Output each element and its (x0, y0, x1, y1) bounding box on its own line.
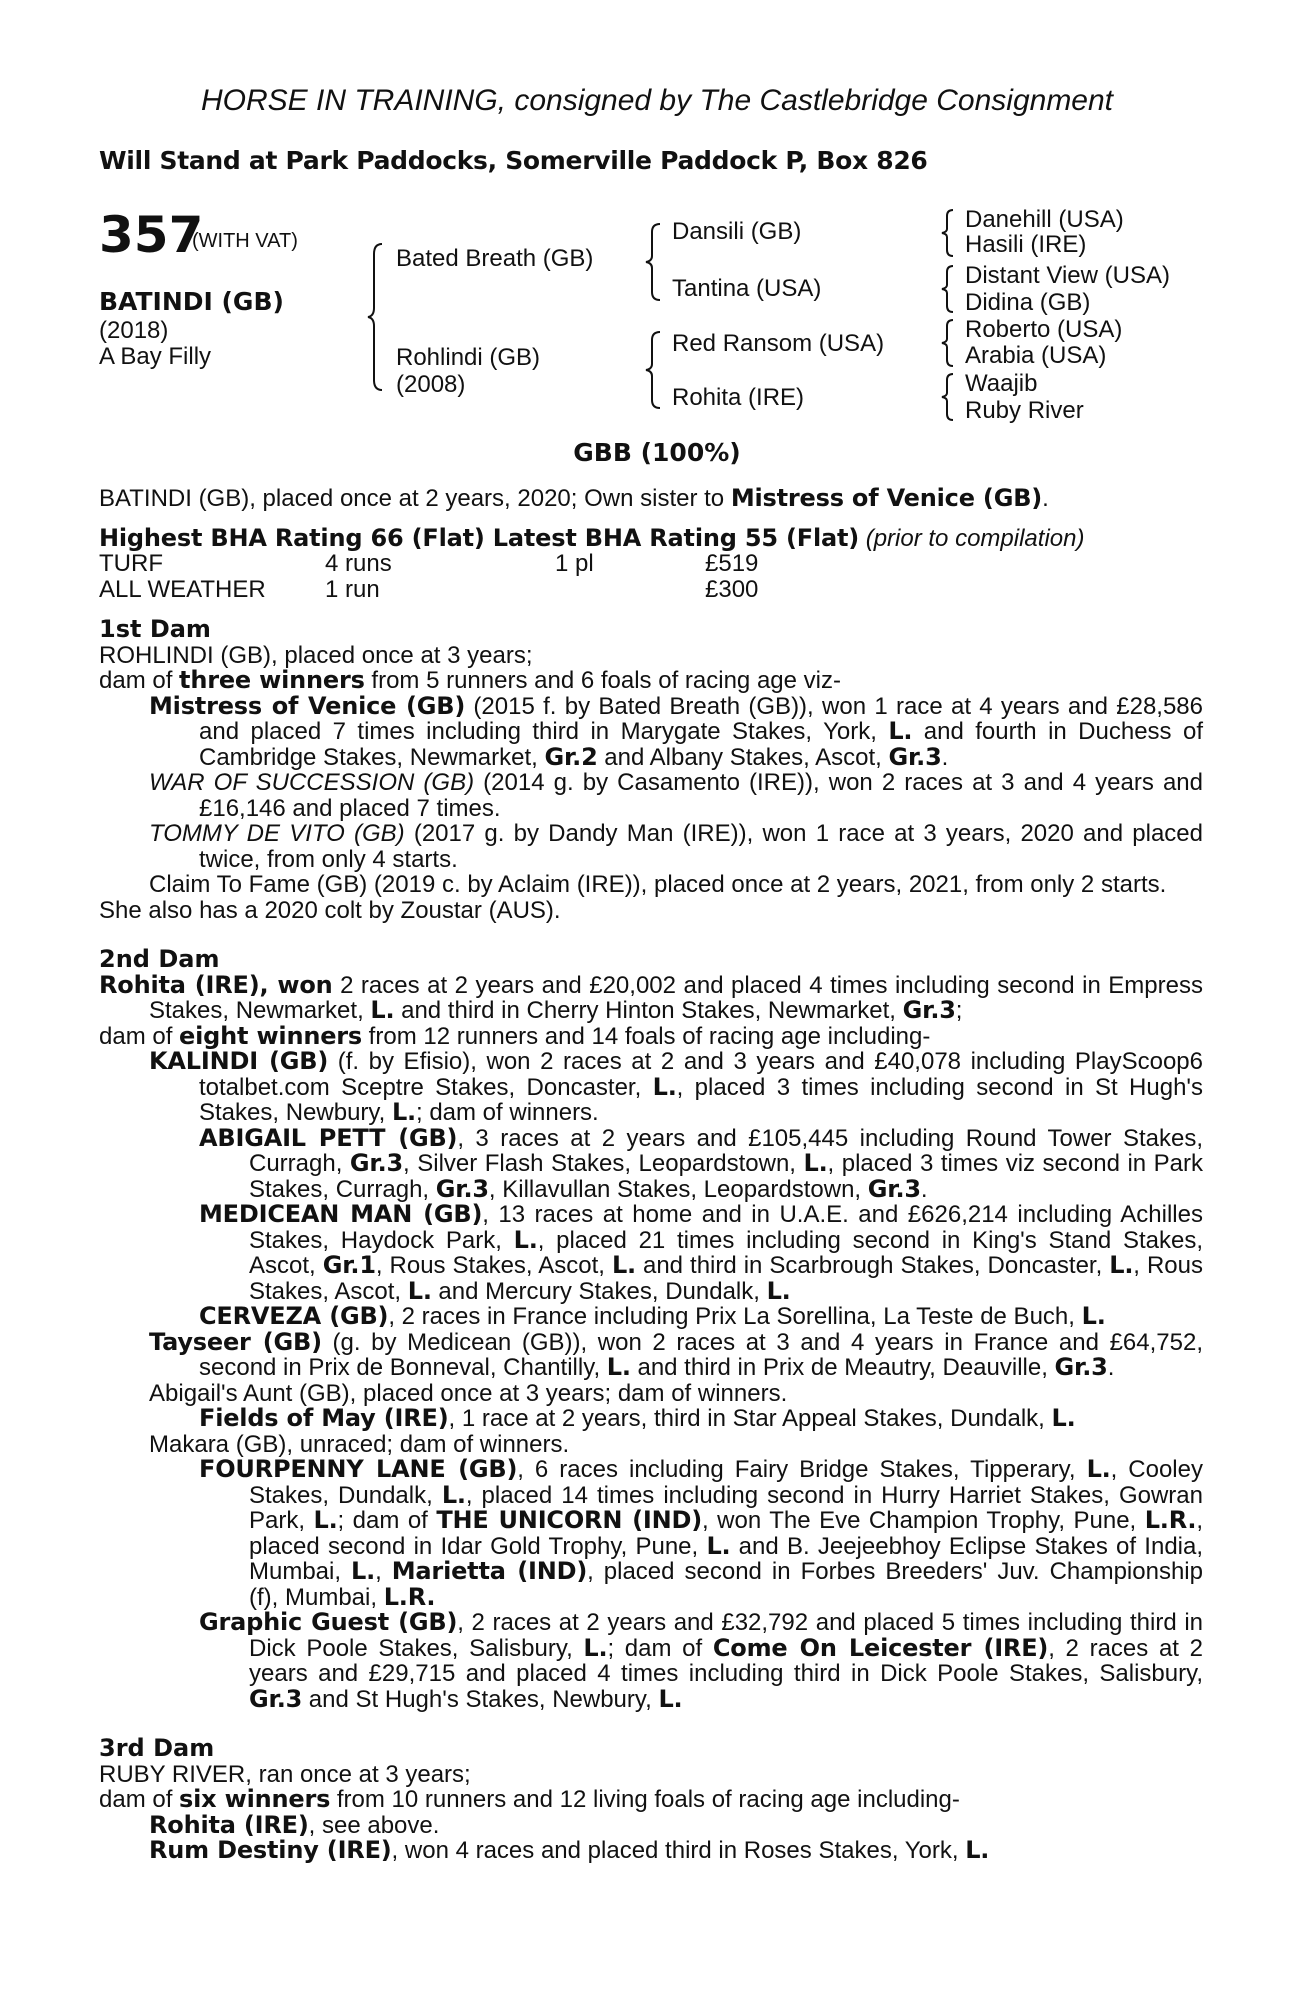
page-title: HORSE IN TRAINING, consigned by The Castlebridge Consignment (200, 84, 1114, 117)
first-dam-line: ROHLINDI (GB), placed once at 3 years; (99, 641, 533, 669)
progeny-kalindi: KALINDI (GB) (f. by Efisio), won 2 races at 2 and 3 years and £40,078 including PlayScoop6 totalbet.com Sceptre Stakes, Doncaster, L., placed 3 times including second in St Hugh's Stakes, Newbury, L.; dam of winners. (149, 1047, 1204, 1126)
progeny-tommy-de-vito: TOMMY DE VITO (GB) (2017 g. by Dandy Man (IRE)), won 1 race at 3 years, 2020 and placed twice, from only 4 starts. (149, 820, 1203, 873)
second-dam-heading: 2nd Dam (99, 945, 220, 973)
turf-runs: 4 runs (325, 550, 392, 577)
pedigree-brace-gen1 (366, 242, 386, 392)
pedigree-brace-dansili (940, 208, 956, 258)
pedigree-brace-sire (644, 222, 664, 302)
progeny-abigails-aunt: Abigail's Aunt (GB), placed once at 3 years; dam of winners. (149, 1379, 788, 1407)
aw-label: ALL WEATHER (99, 576, 266, 603)
progeny-rohita: Rohita (IRE), see above. (149, 1810, 440, 1839)
catalogue-text (99, 486, 1203, 1864)
progeny-graphic-guest: Graphic Guest (GB), 2 races at 2 years and £32,792 and placed 5 times including third in Dick Poole Stakes, Salisbury, L.; dam of Come On Leicester (IRE), 2 races at 2 years and £29,715 and placed 4 times including third in Dick Poole Stakes, Salisbury, Gr.3 and St Hugh's Stakes, Newbury, L. (199, 1608, 1203, 1713)
lot-number: 357 (99, 206, 204, 264)
pedigree-dam-year: (2008) (396, 371, 466, 398)
progeny-claim-to-fame: Claim To Fame (GB) (2019 c. by Aclaim (IRE)), placed once at 2 years, 2021, from only 2 starts. (149, 871, 1167, 898)
first-dam-heading: 1st Dam (99, 615, 211, 643)
pedigree-brace-tantina (940, 264, 956, 314)
horse-name: BATINDI (GB) (99, 287, 284, 316)
pedigree-gen3-4: Didina (GB) (965, 289, 1091, 316)
horse-description: A Bay Filly (99, 343, 212, 370)
pedigree-gen3-1: Danehill (USA) (965, 206, 1124, 233)
pedigree-gen3-7: Waajib (965, 370, 1038, 397)
third-dam-heading: 3rd Dam (99, 1734, 215, 1762)
progeny-abigail-pett: ABIGAIL PETT (GB), 3 races at 2 years and £105,445 including Round Tower Stakes, Curragh, Gr.3, Silver Flash Stakes, Leopardstown, L., placed 3 times viz second in Park Stakes, Curragh, Gr.3, Killavullan Stakes, Leopardstown, Gr.3. (199, 1123, 1204, 1203)
second-dam-rohita: Rohita (IRE), won 2 races at 2 years and £20,002 and placed 4 times including second in Empress Stakes, Newmarket, L. and third in Cherry Hinton Stakes, Newmarket, Gr.3; (99, 970, 1203, 1024)
horse-year: (2018) (99, 317, 169, 344)
pedigree-sire-dam: Tantina (USA) (672, 275, 822, 302)
turf-placed: 1 pl (555, 550, 594, 577)
pedigree-dam: Rohlindi (GB) (396, 344, 541, 371)
pedigree-grade: GBB (100%) (573, 438, 741, 467)
first-dam-also: She also has a 2020 colt by Zoustar (AUS). (99, 896, 561, 924)
aw-earnings: £300 (705, 576, 759, 603)
progeny-fourpenny-lane: FOURPENNY LANE (GB), 6 races including Fairy Bridge Stakes, Tipperary, L., Cooley Stakes, Dundalk, L., placed 14 times including second in Hurry Harriet Stakes, Gowran Park, L.; dam of THE UNICORN (IND), won The Eve Champion Trophy, Pune, L.R., placed second in Idar Gold Trophy, Pune, L. and B. Jeejeebhoy Eclipse Stakes of India, Mumbai, L., Marietta (IND), placed second in Forbes Breeders' Juv. Championship (f), Mumbai, L.R. (199, 1455, 1204, 1611)
aw-runs: 1 run (325, 576, 380, 603)
second-dam-produce: dam of eight winners from 12 runners and 14 foals of racing age including- (99, 1021, 931, 1050)
pedigree-sire-sire: Dansili (GB) (672, 218, 802, 245)
first-dam-produce: dam of three winners from 5 runners and 6 foals of racing age viz- (99, 666, 841, 694)
pedigree-dam-sire: Red Ransom (USA) (672, 330, 885, 357)
pedigree-gen3-5: Roberto (USA) (965, 316, 1123, 343)
summary-line: BATINDI (GB), placed once at 2 years, 2020; Own sister to Mistress of Venice (GB). (99, 484, 1049, 512)
rating-headline: Highest BHA Rating 66 (Flat) Latest BHA Rating 55 (Flat) (prior to compilation) (99, 523, 1085, 552)
pedigree-brace-rohita (940, 372, 956, 422)
progeny-makara: Makara (GB), unraced; dam of winners. (149, 1430, 570, 1458)
race-record-table (99, 551, 1203, 603)
pedigree-brace-red-ransom (940, 318, 956, 368)
progeny-tayseer: Tayseer (GB) (g. by Medicean (GB)), won 2 races at 3 and 4 years in France and £64,752, second in Prix de Bonneval, Chantilly, L. and third in Prix de Meautry, Deauville, Gr.3. (149, 1327, 1203, 1381)
pedigree-gen3-8: Ruby River (965, 397, 1084, 424)
progeny-mistress-of-venice: Mistress of Venice (GB) (2015 f. by Bated Breath (GB)), won 1 race at 4 years and £28,586 and placed 7 times including third in Marygate Stakes, York, L. and fourth in Duchess of Cambridge Stakes, Newmarket, Gr.2 and Albany Stakes, Ascot, Gr.3. (149, 691, 1204, 771)
progeny-fields-of-may: Fields of May (IRE), 1 race at 2 years, third in Star Appeal Stakes, Dundalk, L. (199, 1404, 1076, 1432)
pedigree-gen3-2: Hasili (IRE) (965, 231, 1087, 258)
progeny-war-of-succession: WAR OF SUCCESSION (GB) (2014 g. by Casamento (IRE)), won 2 races at 3 and 4 years and £16,146 and placed 7 times. (149, 769, 1203, 822)
pedigree-brace-dam (644, 330, 664, 410)
third-dam-line: RUBY RIVER, ran once at 3 years; (99, 1760, 471, 1788)
vat-label: (WITH VAT) (192, 230, 298, 252)
third-dam-produce: dam of six winners from 10 runners and 12 living foals of racing age including- (99, 1785, 960, 1813)
pedigree-gen3-3: Distant View (USA) (965, 262, 1170, 289)
progeny-rum-destiny: Rum Destiny (IRE), won 4 races and placed third in Roses Stakes, York, L. (149, 1836, 990, 1864)
pedigree-sire: Bated Breath (GB) (396, 245, 594, 272)
pedigree-dam-dam: Rohita (IRE) (672, 384, 805, 411)
turf-label: TURF (99, 550, 163, 577)
progeny-medicean-man: MEDICEAN MAN (GB), 13 races at home and in U.A.E. and £626,214 including Achilles Stakes, Haydock Park, L., placed 21 times including second in King's Stand Stakes, Ascot, Gr.1, Rous Stakes, Ascot, L. and third in Scarbrough Stakes, Doncaster, L., Rous Stakes, Ascot, L. and Mercury Stakes, Dundalk, L. (199, 1200, 1203, 1305)
turf-earnings: £519 (705, 550, 759, 577)
pedigree-gen3-6: Arabia (USA) (965, 342, 1107, 369)
progeny-cerveza: CERVEZA (GB), 2 races in France including Prix La Sorellina, La Teste de Buch, L. (199, 1302, 1106, 1330)
stand-location: Will Stand at Park Paddocks, Somerville Paddock P, Box 826 (99, 146, 928, 175)
